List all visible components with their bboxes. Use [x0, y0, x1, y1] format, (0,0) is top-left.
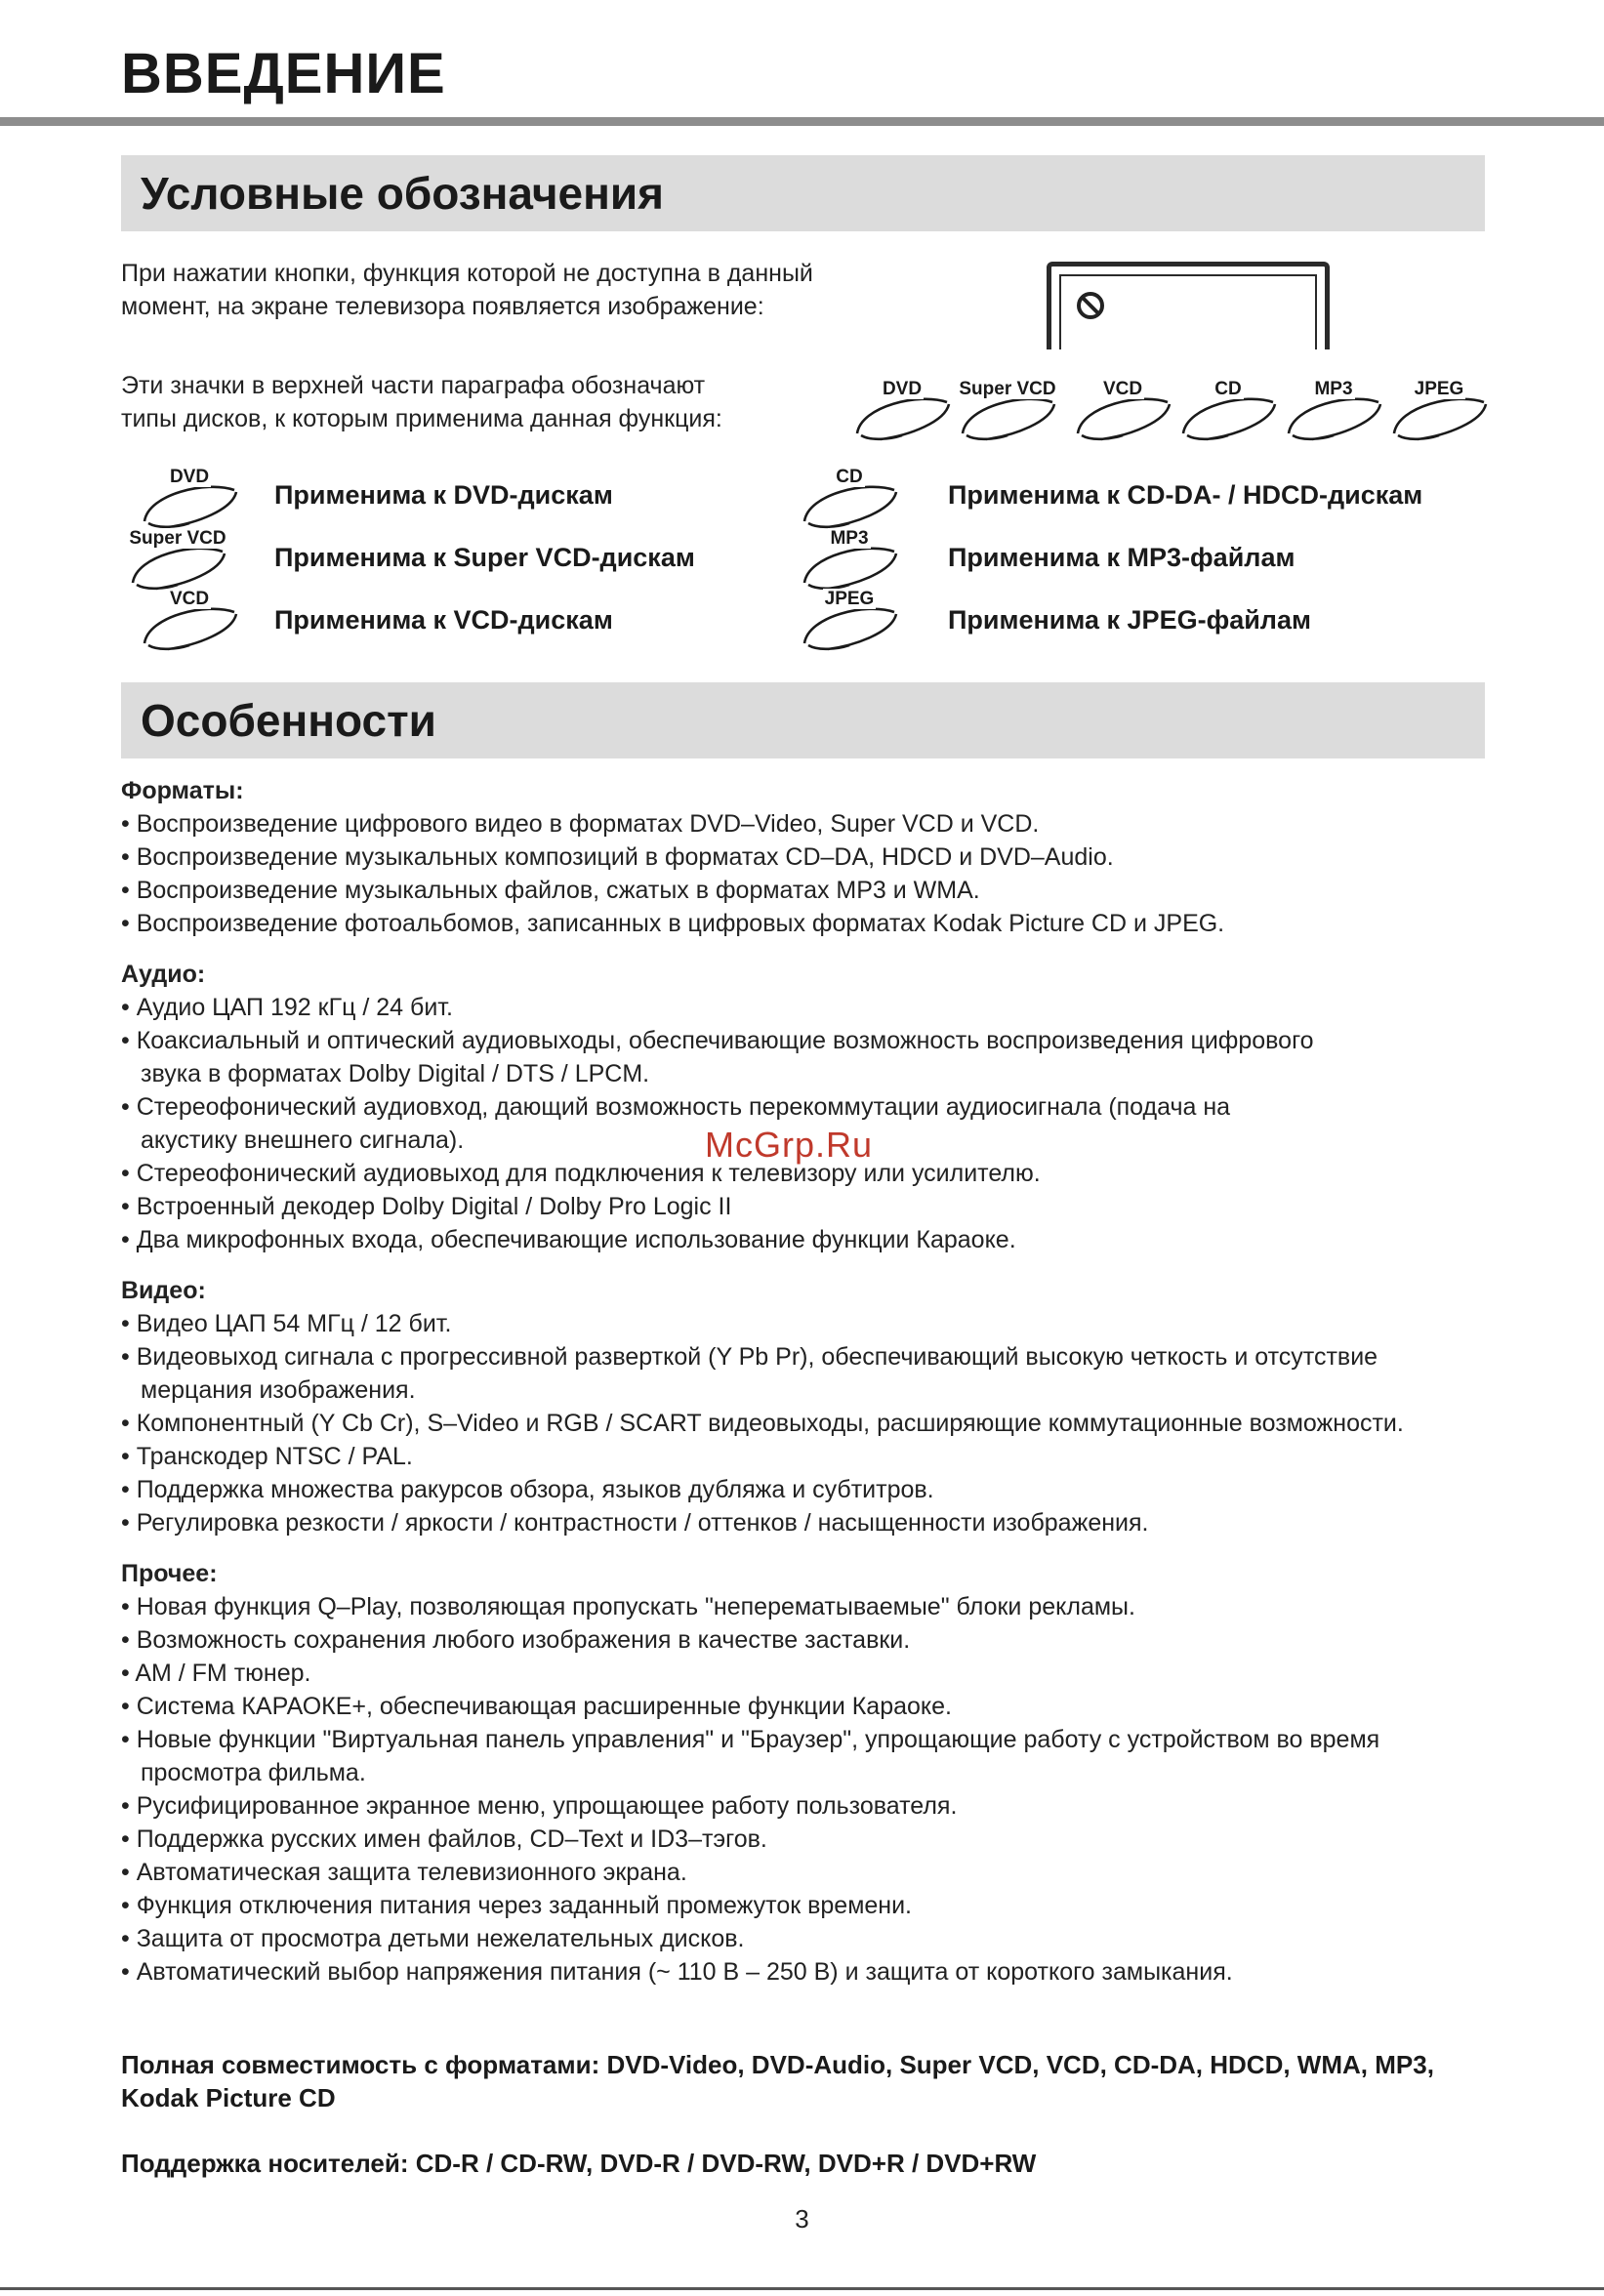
- compatibility-statement: Полная совместимость с форматами: DVD-Video, DVD-Audio, Super VCD, VCD, CD-DA, HDCD, WMA, MP3, Kodak Picture CD: [121, 2050, 1434, 2112]
- watermark: McGrp.Ru: [705, 1125, 874, 1165]
- feature-item: • Новая функция Q–Play, позволяющая пропускать "неперематываемые" блоки рекламы.: [121, 1590, 1488, 1623]
- legend-text-mp3: Применима к MP3-файлам: [948, 543, 1296, 572]
- icons-line-2: типы дисков, к которым применима данная функция:: [121, 405, 722, 432]
- feature-item: • Защита от просмотра детьми нежелательных дисков.: [121, 1922, 1488, 1955]
- feature-item: • Транскодер NTSC / PAL.: [121, 1440, 1488, 1473]
- feature-item: • Система КАРАОКЕ+, обеспечивающая расширенные функции Караоке.: [121, 1690, 1488, 1723]
- disc-icon-vcd: VCD: [1072, 379, 1173, 441]
- disc-icon-jpeg: JPEG: [1388, 379, 1490, 441]
- disc-icon-cd: CD: [1177, 379, 1279, 441]
- feature-group-formats: [121, 774, 1488, 940]
- features-heading: Особенности: [121, 682, 1485, 758]
- feature-group-heading: Аудио:: [121, 961, 206, 988]
- disc-icon-dvd: DVD: [851, 379, 953, 441]
- feature-item: • Автоматический выбор напряжения питания (~ 110 В – 250 В) и защита от короткого замыкания.: [121, 1955, 1488, 1988]
- feature-item: • Коаксиальный и оптический аудиовыходы, обеспечивающие возможность воспроизведения цифрового звука в форматах Dolby Digital / DTS / LPCM.: [121, 1024, 1361, 1090]
- feature-item: • Видеовыход сигнала с прогрессивной разверткой (Y Pb Pr), обеспечивающий высокую четкость и отсутствие мерцания изображения.: [121, 1340, 1400, 1407]
- legend-text-cd: Применима к CD-DA- / HDCD-дискам: [948, 480, 1423, 510]
- legend-text-dvd: Применима к DVD-дискам: [274, 480, 613, 510]
- feature-group-video: [121, 1274, 1488, 1539]
- feature-group-heading: Прочее:: [121, 1560, 218, 1587]
- disc-icon-mp3: MP3: [1283, 379, 1384, 441]
- feature-item: • Два микрофонных входа, обеспечивающие использование функции Караоке.: [121, 1223, 1488, 1256]
- feature-group-audio: [121, 958, 1488, 1256]
- intro-line-2: момент, на экране телевизора появляется изображение:: [121, 293, 764, 320]
- legend-disc-icon-jpeg: JPEG: [799, 589, 900, 651]
- feature-item: • Регулировка резкости / яркости / контрастности / оттенков / насыщенности изображения.: [121, 1506, 1488, 1539]
- feature-item: • Аудио ЦАП 192 кГц / 24 бит.: [121, 991, 1488, 1024]
- feature-item: • Функция отключения питания через заданный промежуток времени.: [121, 1889, 1488, 1922]
- disc-icon-super-vcd: Super VCD: [957, 379, 1058, 441]
- page-number: 3: [795, 2204, 809, 2234]
- legend-disc-icon-dvd: DVD: [139, 467, 240, 529]
- feature-item: • Автоматическая защита телевизионного экрана.: [121, 1856, 1488, 1889]
- icons-explanation: [121, 369, 722, 435]
- media-support-statement: Поддержка носителей: CD-R / CD-RW, DVD-R / DVD-RW, DVD+R / DVD+RW: [121, 2149, 1037, 2178]
- feature-item: • Возможность сохранения любого изображения в качестве заставки.: [121, 1623, 1488, 1657]
- bottom-divider: [0, 2287, 1604, 2290]
- feature-item: • Новые функции "Виртуальная панель управления" и "Браузер", упрощающие работу с устройством во время просмотра фильма.: [121, 1723, 1449, 1789]
- feature-item: • Компонентный (Y Cb Cr), S–Video и RGB / SCART видеовыходы, расширяющие коммутационные возможности.: [121, 1407, 1410, 1440]
- intro-line-1: При нажатии кнопки, функция которой не доступна в данный: [121, 260, 813, 287]
- tv-screen-illustration: [1047, 262, 1330, 349]
- legend-text-vcd: Применима к VCD-дискам: [274, 605, 613, 635]
- legend-disc-icon-super-vcd: Super VCD: [127, 528, 228, 591]
- feature-item: • Воспроизведение музыкальных композиций в форматах CD–DA, HDCD и DVD–Audio.: [121, 840, 1488, 874]
- feature-item: • Воспроизведение цифрового видео в форматах DVD–Video, Super VCD и VCD.: [121, 807, 1488, 840]
- feature-item: • Поддержка множества ракурсов обзора, языков дубляжа и субтитров.: [121, 1473, 1488, 1506]
- legend-disc-icon-cd: CD: [799, 467, 900, 529]
- feature-item: • AM / FM тюнер.: [121, 1657, 1488, 1690]
- feature-item: • Поддержка русских имен файлов, CD–Text и ID3–тэгов.: [121, 1823, 1488, 1856]
- legend-text-super-vcd: Применима к Super VCD-дискам: [274, 543, 695, 572]
- feature-item: • Видео ЦАП 54 МГц / 12 бит.: [121, 1307, 1488, 1340]
- page-title: ВВЕДЕНИЕ: [121, 42, 446, 105]
- feature-item: • Стереофонический аудиовход, дающий возможность перекоммутации аудиосигнала (подача на акустику внешнего сигнала).: [121, 1090, 1273, 1157]
- feature-item: • Русифицированное экранное меню, упрощающее работу пользователя.: [121, 1789, 1488, 1823]
- feature-group-other: [121, 1557, 1488, 1988]
- features-list: [121, 774, 1488, 2006]
- legend-text-jpeg: Применима к JPEG-файлам: [948, 605, 1311, 635]
- feature-item: • Встроенный декодер Dolby Digital / Dolby Pro Logic II: [121, 1190, 1488, 1223]
- conventions-intro: [121, 257, 813, 323]
- legend-disc-icon-vcd: VCD: [139, 589, 240, 651]
- prohibited-icon: [1075, 290, 1106, 321]
- feature-item: • Воспроизведение музыкальных файлов, сжатых в форматах MP3 и WMA.: [121, 874, 1488, 907]
- feature-item: • Воспроизведение фотоальбомов, записанных в цифровых форматах Kodak Picture CD и JPEG.: [121, 907, 1488, 940]
- conventions-heading: Условные обозначения: [121, 155, 1485, 231]
- feature-group-heading: Форматы:: [121, 777, 244, 804]
- feature-item: • Стереофонический аудиовыход для подключения к телевизору или усилителю.: [121, 1157, 1488, 1190]
- legend-disc-icon-mp3: MP3: [799, 528, 900, 591]
- icons-line-1: Эти значки в верхней части параграфа обозначают: [121, 372, 706, 399]
- feature-group-heading: Видео:: [121, 1277, 206, 1304]
- title-divider: [0, 117, 1604, 126]
